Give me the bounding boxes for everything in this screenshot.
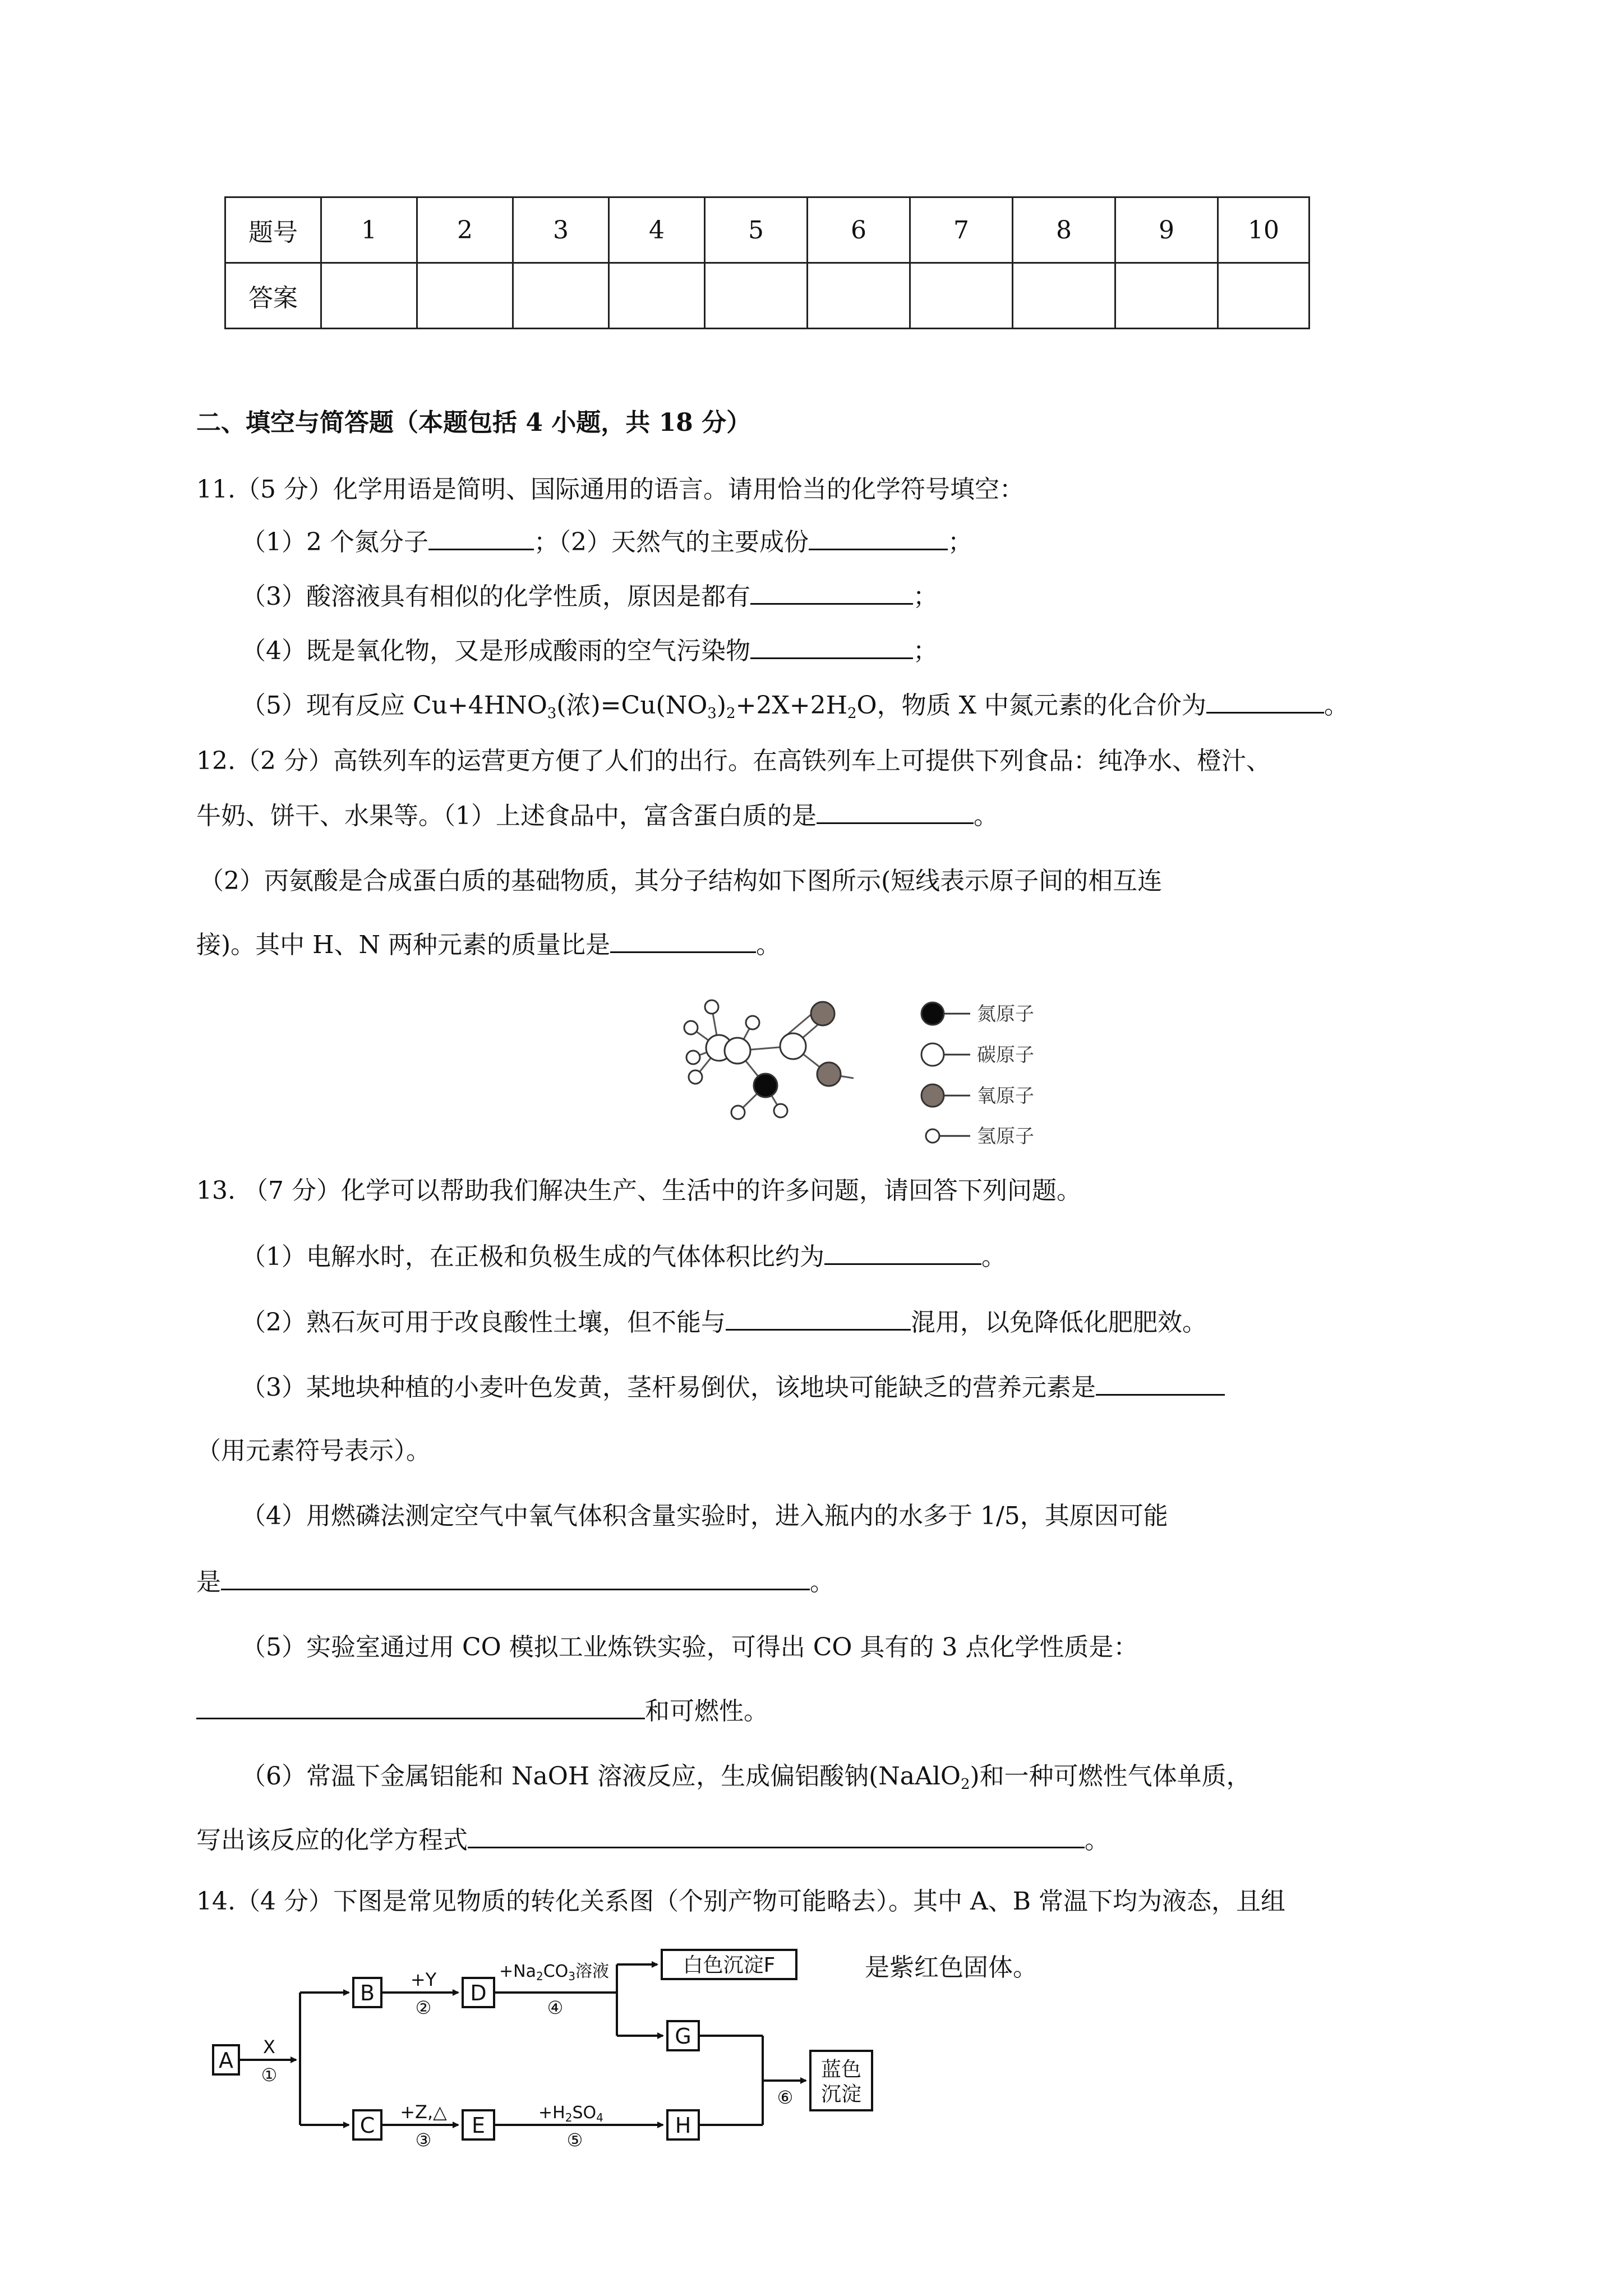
step-1-label: ① [261, 2064, 278, 2086]
q12-line3: （2）丙氨酸是合成蛋白质的基础物质，其分子结构如下图所示(短线表示原子间的相互连 [199, 867, 1163, 895]
equation-text: +2X+2H [735, 691, 847, 720]
q13-text: （3）某地块种植的小麦叶色发黄，茎杆易倒伏，该地块可能缺乏的营养元素是 [241, 1373, 1096, 1402]
answer-cell[interactable] [417, 263, 513, 329]
hydrogen-atom [689, 1070, 702, 1084]
q13-text: 写出该反应的化学方程式 [196, 1826, 468, 1855]
equation-text: (浓)=Cu(NO [556, 691, 708, 720]
table-row [225, 263, 1310, 329]
q13-text: （2）熟石灰可用于改良酸性土壤，但不能与 [241, 1308, 726, 1337]
q11-part3 [241, 579, 938, 614]
reagent-h2so4-label: $+H_2SO_4$ [538, 2103, 603, 2124]
punctuation: ； [947, 528, 972, 556]
subscript: 2 [960, 1776, 970, 1793]
answer-blank[interactable] [750, 634, 913, 659]
hydrogen-atom [746, 1016, 759, 1029]
node-blue-label-1: 蓝色 [820, 2058, 862, 2081]
row-label: 题号 [225, 197, 321, 263]
subscript: 2 [847, 705, 857, 722]
reagent-na2co3-label: $+Na_2CO_3$溶液 [499, 1962, 609, 1983]
punctuation: 。 [974, 802, 998, 830]
reagent-x-label: X [263, 2036, 275, 2058]
nitrogen-atom [754, 1074, 777, 1097]
subscript: 3 [707, 705, 717, 722]
q13-stem: 13. （7 分）化学可以帮助我们解决生产、生活中的许多问题，请回答下列问题。 [196, 1176, 1081, 1205]
nitrogen-legend-icon [921, 1002, 944, 1025]
question-number: 3 [513, 197, 609, 263]
question-number: 1 [321, 197, 417, 263]
question-number: 5 [705, 197, 808, 263]
subscript: 2 [726, 705, 736, 722]
q12-text: 牛奶、饼干、水果等。（1）上述食品中，富含蛋白质的是 [196, 802, 817, 830]
q11-part3-text: （3）酸溶液具有相似的化学性质，原因是都有 [241, 582, 750, 611]
answer-blank[interactable] [1206, 688, 1324, 714]
q13-part5-line2 [196, 1694, 768, 1728]
q13-text: )和一种可燃性气体单质， [970, 1762, 1251, 1791]
hydrogen-atom [684, 1021, 698, 1034]
q14-line1: 14.（4 分）下图是常见物质的转化关系图（个别产物可能略去）。其中 A、B 常温下均为液态，且组 [196, 1887, 1286, 1916]
answer-blank[interactable] [610, 928, 756, 953]
q13-part6-line2 [196, 1823, 1109, 1857]
punctuation: 。 [1324, 691, 1349, 720]
q13-text: （6）常温下金属铝能和 NaOH 溶液反应，生成偏铝酸钠(NaAlO [241, 1762, 961, 1791]
q11-part4 [241, 634, 938, 668]
q13-text: 混用，以免降低化肥肥效。 [911, 1308, 1207, 1337]
step-5-label: ⑤ [566, 2129, 583, 2148]
q12-line1: 12.（2 分）高铁列车的运营更方便了人们的出行。在高铁列车上可提供下列食品：纯净水、橙汁、 [196, 747, 1271, 775]
subscript: 3 [547, 705, 557, 722]
answer-cell[interactable] [1218, 263, 1310, 329]
punctuation: 。 [1085, 1826, 1109, 1855]
answer-cell[interactable] [513, 263, 609, 329]
answer-table [224, 196, 1310, 329]
node-a-label: A [219, 2048, 233, 2073]
hydrogen-atom [731, 1106, 745, 1119]
q14-line2: 是紫红色固体。 [865, 1953, 1038, 1982]
q11-part4-text: （4）既是氧化物，又是形成酸雨的空气污染物 [241, 637, 750, 665]
punctuation: 。 [810, 1568, 834, 1596]
question-number: 9 [1115, 197, 1218, 263]
punctuation: 。 [756, 931, 781, 959]
answer-cell[interactable] [321, 263, 417, 329]
legend-label: 氮原子 [977, 1003, 1034, 1025]
oxygen-legend-icon [921, 1084, 944, 1107]
question-number: 10 [1218, 197, 1310, 263]
node-e-label: E [471, 2113, 486, 2138]
answer-blank[interactable] [468, 1823, 1085, 1848]
legend-label: 碳原子 [977, 1044, 1034, 1066]
step-4-label: ④ [547, 1997, 564, 2018]
q13-part5: （5）实验室通过用 CO 模拟工业炼铁实验，可得出 CO 具有的 3 点化学性质是： [241, 1633, 1138, 1662]
q12-line2 [196, 799, 998, 833]
node-b-label: B [359, 1981, 375, 2005]
step-3-label: ③ [415, 2129, 432, 2148]
answer-blank[interactable] [196, 1694, 645, 1719]
section-title: 二、填空与简答题（本题包括 4 小题，共 18 分） [196, 408, 751, 437]
answer-cell[interactable] [705, 263, 808, 329]
step-2-label: ② [415, 1997, 432, 2018]
hydrogen-legend-icon [926, 1129, 939, 1143]
q11-part2-text: ；（2）天然气的主要成份 [533, 528, 809, 556]
node-f-label: 白色沉淀F [683, 1954, 776, 1977]
legend-label: 氧原子 [977, 1085, 1034, 1107]
question-number: 8 [1013, 197, 1115, 263]
node-d-label: D [470, 1981, 487, 2005]
q13-part1 [241, 1240, 1006, 1274]
hydrogen-atom [705, 1000, 718, 1014]
answer-blank[interactable] [1096, 1370, 1225, 1396]
answer-blank[interactable] [817, 799, 974, 824]
punctuation: ； [913, 637, 938, 665]
equation-text: O，物质 X 中氮元素的化合价为 [856, 691, 1206, 720]
q13-part4-line2 [196, 1565, 834, 1599]
answer-blank[interactable] [726, 1305, 911, 1331]
node-h-label: H [675, 2113, 691, 2138]
oxygen-atom [817, 1062, 841, 1086]
q13-text: （1）电解水时，在正极和负极生成的气体体积比约为 [241, 1243, 824, 1271]
q13-part4: （4）用燃磷法测定空气中氧气体积含量实验时，进入瓶内的水多于 1/5，其原因可能 [241, 1502, 1168, 1530]
q13-text: 是 [196, 1568, 221, 1596]
punctuation: 。 [981, 1243, 1006, 1271]
reagent-z-label: +Z,△ [400, 2101, 447, 2123]
equation-text: ) [716, 691, 727, 720]
q13-part2 [241, 1305, 1207, 1340]
q12-text: 接)。其中 H、N 两种元素的质量比是 [196, 931, 611, 959]
carbon-atom [780, 1033, 806, 1059]
legend-label: 氢原子 [977, 1125, 1034, 1148]
q13-part3-note: （用元素符号表示）。 [196, 1437, 431, 1465]
question-number: 2 [417, 197, 513, 263]
q11-part1 [241, 525, 972, 559]
step-6-label: ⑥ [777, 2087, 794, 2108]
answer-blank[interactable] [824, 1240, 981, 1265]
answer-blank[interactable] [750, 579, 913, 605]
answer-blank[interactable] [221, 1565, 810, 1590]
answer-cell[interactable] [808, 263, 910, 329]
q13-part3 [241, 1370, 1225, 1405]
q11-stem: 11.（5 分）化学用语是简明、国际通用的语言。请用恰当的化学符号填空： [196, 475, 1024, 504]
answer-cell[interactable] [1013, 263, 1115, 329]
node-blue-label-2: 沉淀 [820, 2083, 862, 2106]
equation-text: （5）现有反应 Cu+4HNO [241, 691, 547, 720]
answer-cell[interactable] [609, 263, 705, 329]
answer-blank[interactable] [809, 525, 948, 550]
question-number: 7 [910, 197, 1013, 263]
carbon-legend-icon [921, 1043, 944, 1066]
table-row [225, 197, 1310, 263]
punctuation: ； [913, 582, 938, 611]
alanine-molecule-diagram [634, 968, 1082, 1153]
q12-line4 [196, 928, 781, 962]
hydrogen-atom [686, 1051, 700, 1064]
answer-blank[interactable] [428, 525, 534, 550]
q11-part1-text: （1）2 个氮分子 [241, 528, 428, 556]
hydrogen-atom [774, 1104, 787, 1117]
q13-text: 和可燃性。 [645, 1697, 768, 1726]
row-label: 答案 [225, 263, 321, 329]
reagent-y-label: +Y [410, 1969, 437, 1990]
oxygen-atom [811, 1002, 834, 1025]
question-number: 4 [609, 197, 705, 263]
carbon-atom [725, 1038, 750, 1064]
answer-cell[interactable] [1115, 263, 1218, 329]
question-number: 6 [808, 197, 910, 263]
answer-cell[interactable] [910, 263, 1013, 329]
node-g-label: G [675, 2024, 691, 2049]
q11-part5 [241, 688, 1349, 730]
q13-part6 [241, 1760, 1251, 1801]
node-c-label: C [359, 2113, 375, 2138]
conversion-flow-diagram [202, 1941, 880, 2148]
